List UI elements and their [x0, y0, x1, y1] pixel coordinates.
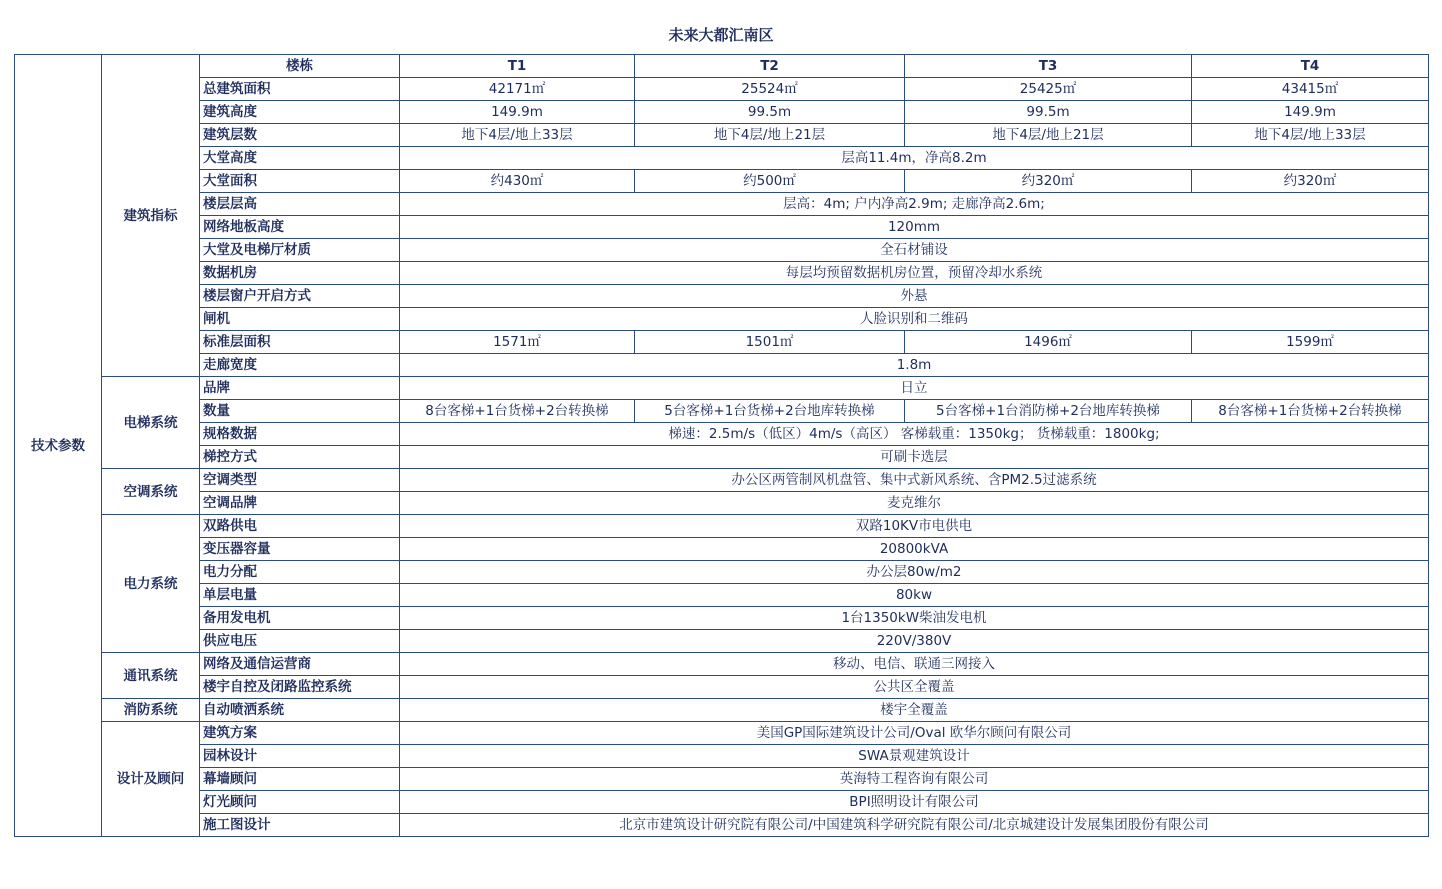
- value-cell: 8台客梯+1台货梯+2台转换梯: [1192, 400, 1429, 423]
- row-label-cell: 大堂高度: [200, 147, 400, 170]
- row-label-cell: 数量: [200, 400, 400, 423]
- value-cell-merged: 1台1350kW柴油发电机: [400, 607, 1429, 630]
- spec-table: [14, 54, 1429, 837]
- table-row: [15, 170, 1429, 193]
- value-cell: 5台客梯+1台消防梯+2台地库转换梯: [905, 400, 1192, 423]
- value-cell: 8台客梯+1台货梯+2台转换梯: [400, 400, 635, 423]
- row-label-cell: 楼层窗户开启方式: [200, 285, 400, 308]
- value-cell: 约320㎡: [905, 170, 1192, 193]
- header-col-t2: T2: [635, 55, 905, 78]
- row-label-cell: 闸机: [200, 308, 400, 331]
- row-label-cell: 总建筑面积: [200, 78, 400, 101]
- page-title: 未来大都汇南区: [668, 26, 774, 44]
- value-cell-merged: 公共区全覆盖: [400, 676, 1429, 699]
- table-row: [15, 607, 1429, 630]
- value-cell-merged: 外悬: [400, 285, 1429, 308]
- value-cell: 1571㎡: [400, 331, 635, 354]
- value-cell: 1501㎡: [635, 331, 905, 354]
- value-cell-merged: 每层均预留数据机房位置，预留冷却水系统: [400, 262, 1429, 285]
- row-label-cell: 建筑高度: [200, 101, 400, 124]
- table-row: [15, 354, 1429, 377]
- value-cell-merged: 20800kVA: [400, 538, 1429, 561]
- value-cell-merged: 层高11.4m，净高8.2m: [400, 147, 1429, 170]
- group-name-cell: 电力系统: [102, 515, 200, 653]
- header-col-t1: T1: [400, 55, 635, 78]
- value-cell: 地下4层/地上33层: [400, 124, 635, 147]
- row-label-cell: 园林设计: [200, 745, 400, 768]
- row-label-cell: 供应电压: [200, 630, 400, 653]
- value-cell: 约320㎡: [1192, 170, 1429, 193]
- value-cell-merged: 英海特工程咨询有限公司: [400, 768, 1429, 791]
- value-cell: 地下4层/地上21层: [635, 124, 905, 147]
- row-label-cell: 施工图设计: [200, 814, 400, 837]
- value-cell-merged: 美国GP国际建筑设计公司/Oval 欧华尔顾问有限公司: [400, 722, 1429, 745]
- row-label-cell: 建筑方案: [200, 722, 400, 745]
- table-row: [15, 331, 1429, 354]
- table-row: [15, 377, 1429, 400]
- row-label-cell: 变压器容量: [200, 538, 400, 561]
- value-cell-merged: 日立: [400, 377, 1429, 400]
- row-label-cell: 幕墙顾问: [200, 768, 400, 791]
- row-label-cell: 走廊宽度: [200, 354, 400, 377]
- table-row: [15, 124, 1429, 147]
- row-label-cell: 梯控方式: [200, 446, 400, 469]
- table-row: [15, 308, 1429, 331]
- table-row: [15, 653, 1429, 676]
- row-label-cell: 楼宇自控及闭路监控系统: [200, 676, 400, 699]
- value-cell: 1599㎡: [1192, 331, 1429, 354]
- header-col-t3: T3: [905, 55, 1192, 78]
- value-cell: 25425㎡: [905, 78, 1192, 101]
- value-cell: 地下4层/地上21层: [905, 124, 1192, 147]
- value-cell-merged: 楼宇全覆盖: [400, 699, 1429, 722]
- value-cell: 149.9m: [1192, 101, 1429, 124]
- value-cell-merged: 80kw: [400, 584, 1429, 607]
- row-label-cell: 网络及通信运营商: [200, 653, 400, 676]
- group-name-cell: 空调系统: [102, 469, 200, 515]
- value-cell-merged: SWA景观建筑设计: [400, 745, 1429, 768]
- row-label-cell: 网络地板高度: [200, 216, 400, 239]
- value-cell-merged: 220V/380V: [400, 630, 1429, 653]
- row-label-cell: 大堂及电梯厅材质: [200, 239, 400, 262]
- header-col-t4: T4: [1192, 55, 1429, 78]
- value-cell-merged: 全石材铺设: [400, 239, 1429, 262]
- value-cell: 5台客梯+1台货梯+2台地库转换梯: [635, 400, 905, 423]
- row-label-cell: 备用发电机: [200, 607, 400, 630]
- table-row: [15, 676, 1429, 699]
- group-name-cell: 通讯系统: [102, 653, 200, 699]
- value-cell: 43415㎡: [1192, 78, 1429, 101]
- value-cell: 约500㎡: [635, 170, 905, 193]
- value-cell: 25524㎡: [635, 78, 905, 101]
- table-row: [15, 239, 1429, 262]
- table-row: [15, 492, 1429, 515]
- value-cell: 1496㎡: [905, 331, 1192, 354]
- table-row: [15, 515, 1429, 538]
- table-row: [15, 446, 1429, 469]
- value-cell-merged: 办公层80w/m2: [400, 561, 1429, 584]
- row-label-cell: 灯光顾问: [200, 791, 400, 814]
- table-row: [15, 101, 1429, 124]
- row-label-cell: 大堂面积: [200, 170, 400, 193]
- table-row: [15, 722, 1429, 745]
- table-row: [15, 193, 1429, 216]
- header-row: [15, 55, 1429, 78]
- value-cell: 99.5m: [635, 101, 905, 124]
- value-cell-merged: 120mm: [400, 216, 1429, 239]
- table-row: [15, 262, 1429, 285]
- value-cell-merged: 1.8m: [400, 354, 1429, 377]
- row-label-cell: 单层电量: [200, 584, 400, 607]
- table-row: [15, 469, 1429, 492]
- table-row: [15, 630, 1429, 653]
- table-row: [15, 699, 1429, 722]
- row-label-cell: 数据机房: [200, 262, 400, 285]
- value-cell-merged: 可刷卡选层: [400, 446, 1429, 469]
- value-cell: 149.9m: [400, 101, 635, 124]
- table-row: [15, 216, 1429, 239]
- row-label-cell: 品牌: [200, 377, 400, 400]
- value-cell-merged: 双路10KV市电供电: [400, 515, 1429, 538]
- row-label-cell: 双路供电: [200, 515, 400, 538]
- group-name-cell: 设计及顾问: [102, 722, 200, 837]
- table-row: [15, 814, 1429, 837]
- group-name-cell: 建筑指标: [102, 55, 200, 377]
- value-cell-merged: 梯速：2.5m/s（低区）4m/s（高区） 客梯载重：1350kg； 货梯载重：1800kg;: [400, 423, 1429, 446]
- value-cell: 约430㎡: [400, 170, 635, 193]
- group-name-cell: 消防系统: [102, 699, 200, 722]
- outer-label-cell: 技术参数: [15, 55, 102, 837]
- row-label-cell: 楼层层高: [200, 193, 400, 216]
- table-row: [15, 745, 1429, 768]
- row-label-cell: 空调类型: [200, 469, 400, 492]
- value-cell-merged: 人脸识别和二维码: [400, 308, 1429, 331]
- row-label-cell: 标准层面积: [200, 331, 400, 354]
- row-label-cell: 空调品牌: [200, 492, 400, 515]
- table-row: [15, 561, 1429, 584]
- value-cell-merged: BPI照明设计有限公司: [400, 791, 1429, 814]
- table-row: [15, 400, 1429, 423]
- table-row: [15, 285, 1429, 308]
- row-label-cell: 规格数据: [200, 423, 400, 446]
- value-cell: 42171㎡: [400, 78, 635, 101]
- value-cell-merged: 移动、电信、联通三网接入: [400, 653, 1429, 676]
- table-row: [15, 791, 1429, 814]
- header-label-cell: 楼栋: [200, 55, 400, 78]
- row-label-cell: 电力分配: [200, 561, 400, 584]
- value-cell: 99.5m: [905, 101, 1192, 124]
- value-cell: 地下4层/地上33层: [1192, 124, 1429, 147]
- table-row: [15, 768, 1429, 791]
- table-row: [15, 538, 1429, 561]
- table-row: [15, 147, 1429, 170]
- table-row: [15, 584, 1429, 607]
- table-row: [15, 78, 1429, 101]
- value-cell-merged: 办公区两管制风机盘管、集中式新风系统、含PM2.5过滤系统: [400, 469, 1429, 492]
- value-cell-merged: 麦克维尔: [400, 492, 1429, 515]
- value-cell-merged: 层高：4m; 户内净高2.9m; 走廊净高2.6m;: [400, 193, 1429, 216]
- group-name-cell: 电梯系统: [102, 377, 200, 469]
- row-label-cell: 自动喷洒系统: [200, 699, 400, 722]
- row-label-cell: 建筑层数: [200, 124, 400, 147]
- value-cell-merged: 北京市建筑设计研究院有限公司/中国建筑科学研究院有限公司/北京城建设计发展集团股份有限公司: [400, 814, 1429, 837]
- table-row: [15, 423, 1429, 446]
